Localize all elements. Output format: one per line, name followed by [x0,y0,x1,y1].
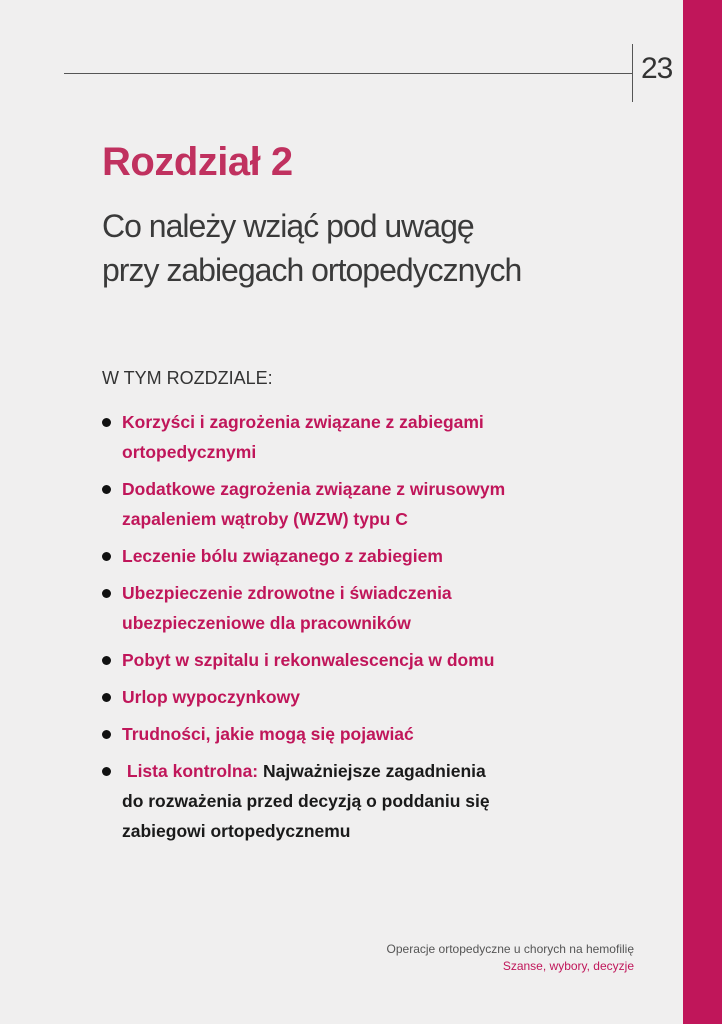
bullet-icon [102,656,111,665]
list-item-line-1: Trudności, jakie mogą się pojawiać [122,724,414,744]
bullet-icon [102,485,111,494]
list-item-line-1: Urlop wypoczynkowy [122,687,300,707]
checklist-label: Lista kontrolna: [126,761,259,781]
footer-book-title: Operacje ortopedyczne u chorych na hemofilię [386,942,634,956]
bullet-icon [102,730,111,739]
list-item-line-2: ortopedycznymi [122,442,257,462]
checklist-item [102,756,542,846]
list-item-line-1: Pobyt w szpitalu i rekonwalescencja w domu [122,650,495,670]
checklist-line-1 [122,756,542,786]
bullet-icon [102,767,111,776]
list-item-line-1: Korzyści i zagrożenia związane z zabiegami [122,412,484,432]
checklist-text-1: Najważniejsze zagadnienia [263,761,486,781]
bullet-icon [102,589,111,598]
list-item [102,474,542,534]
list-item [102,645,542,675]
chapter-title-line-1: Co należy wziąć pod uwagę [102,208,474,244]
bullet-icon [102,693,111,702]
list-item-line-2: ubezpieczeniowe dla pracowników [122,613,411,633]
chapter-title [102,204,521,292]
bullet-icon [102,552,111,561]
chapter-label: Rozdział 2 [102,140,293,184]
side-color-bar [683,0,722,1024]
list-item [102,541,542,571]
page-footer [387,941,634,975]
list-item-line-1: Dodatkowe zagrożenia związane z wirusowym [122,479,506,499]
page-number-divider [632,44,633,102]
list-item [102,578,542,638]
section-heading: W TYM ROZDZIALE: [102,368,273,388]
chapter-contents-list [102,407,542,853]
checklist-line-3: zabiegowi ortopedycznemu [122,821,351,841]
header-rule [64,73,632,74]
list-item [102,682,542,712]
page-number: 23 [641,52,673,85]
chapter-title-line-2: przy zabiegach ortopedycznych [102,252,522,288]
list-item-line-1: Leczenie bólu związanego z zabiegiem [122,546,443,566]
list-item [102,719,542,749]
list-item-line-1: Ubezpieczenie zdrowotne i świadczenia [122,583,452,603]
list-item-line-2: zapaleniem wątroby (WZW) typu C [122,509,408,529]
bullet-icon [102,418,111,427]
footer-book-subtitle: Szanse, wybory, decyzje [502,959,634,973]
checklist-line-2: do rozważenia przed decyzją o poddaniu się [122,791,490,811]
list-item [102,407,542,467]
